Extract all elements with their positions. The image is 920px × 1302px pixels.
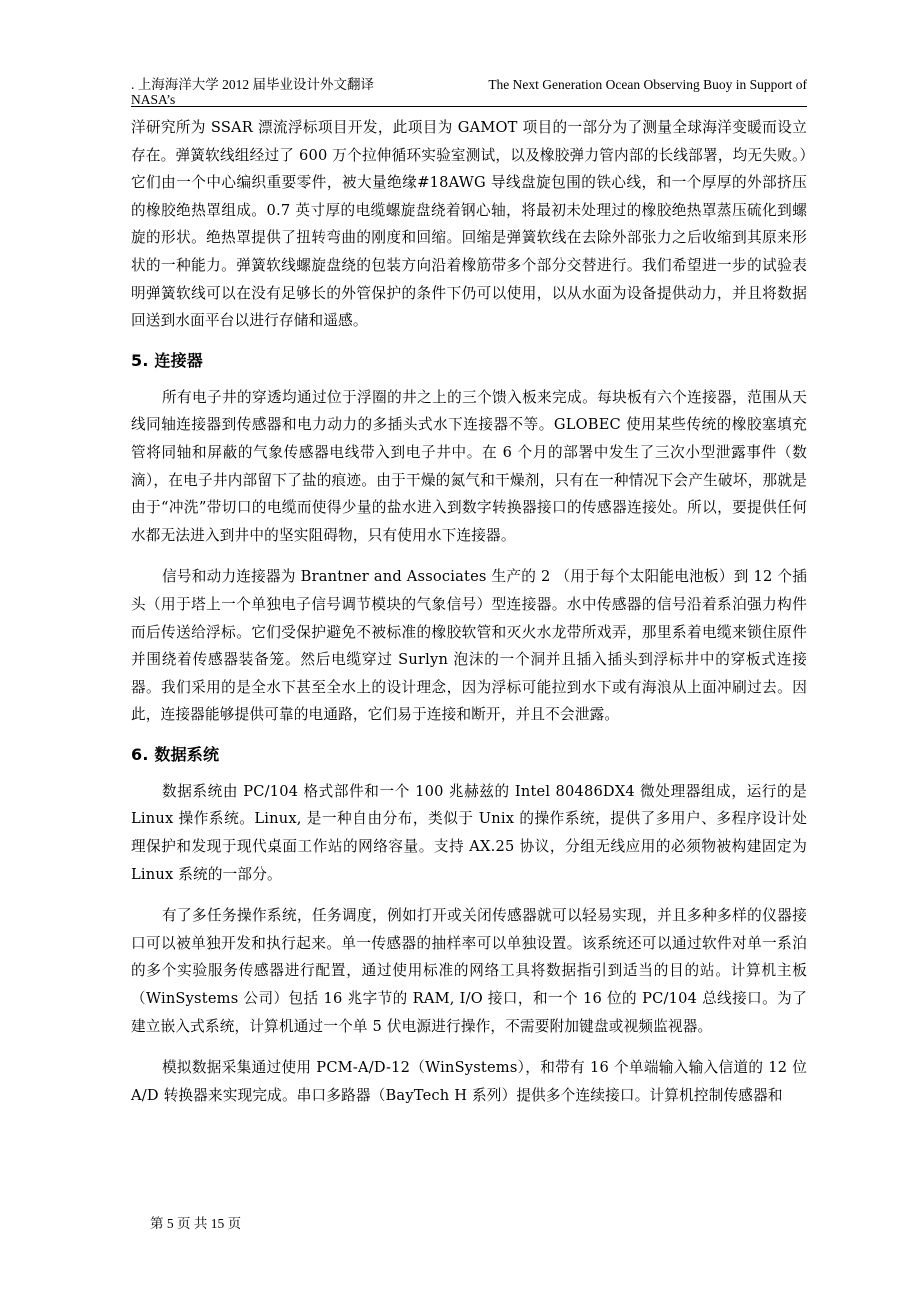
paragraph: 所有电子井的穿透均通过位于浮圈的井之上的三个馈入板来完成。每块板有六个连接器，范围从天线同轴连接器到传感器和电力动力的多插头式水下连接器不等。GLOBEC 使用某些传统的橡胶塞填充管将同轴和屏蔽的气象传感器电线带入到电子井中。在 6 个月的部署中发生了三次小型泄露事件（数滴），在电子井内部留下了盐的痕迹。由于干燥的氮气和干燥剂，只有在一种情况下会产生破坏，那就是由于“冲洗”带切口的电缆而使得少量的盐水进入到数字转换器接口的传感器连接处。所以，要提供任何水都无法进入到井中的坚实阻碍物，只有使用水下连接器。 (131, 388, 807, 544)
header-left: . 上海海洋大学 2012 届毕业设计外文翻译 (131, 77, 374, 92)
section-heading-connectors: 5. 连接器 (131, 350, 203, 370)
paragraph: 模拟数据采集通过使用 PCM-A/D-12（WinSystems），和带有 16 个单端输入输入信道的 12 位 A/D 转换器来实现完成。串口多路器（BayTech H 系列）提供多个连续接口。计算机控制传感器和 (131, 1059, 807, 1104)
header-wrap: NASA’s (131, 92, 176, 107)
paragraph-continued: 洋研究所为 SSAR 漂流浮标项目开发，此项目为 GAMOT 项目的一部分为了测量全球海洋变暖而设立存在。弹簧软线组经过了 600 万个拉伸循环实验室测试，以及橡胶弹力管内部的长线部署，均无失败。）它们由一个中心编织重要零件，被大量绝缘#18AWG 导线盘旋包围的铁心线，和一个厚厚的外部挤压的橡胶绝热罩组成。0.7 英寸厚的电缆螺旋盘绕着钢心轴，将最初未处理过的橡胶绝热罩蒸压硫化到螺旋的形状。绝热罩提供了扭转弯曲的刚度和回缩。回缩是弹簧软线在去除外部张力之后收缩到其原来形状的一种能力。弹簧软线螺旋盘绕的包装方向沿着橡筋带多个部分交替进行。我们希望进一步的试验表明弹簧软线可以在没有足够长的外管保护的条件下仍可以使用，以从水面为设备提供动力，并且将数据回送到水面平台以进行存储和遥感。 (131, 119, 807, 330)
section-heading-data-system: 6. 数据系统 (131, 744, 220, 764)
page-body (131, 114, 807, 1109)
paragraph: 有了多任务操作系统，任务调度，例如打开或关闭传感器就可以轻易实现，并且多种多样的仪器接口可以被单独开发和执行起来。单一传感器的抽样率可以单独设置。该系统还可以通过软件对单一系泊的多个实验服务传感器进行配置，通过使用标准的网络工具将数据指引到适当的目的站。计算机主板（WinSystems 公司）包括 16 兆字节的 RAM, I/O 接口，和一个 16 位的 PC/104 总线接口。为了建立嵌入式系统，计算机通过一个单 5 伏电源进行操作，不需要附加键盘或视频监视器。 (131, 907, 807, 1035)
paragraph: 数据系统由 PC/104 格式部件和一个 100 兆赫兹的 Intel 80486DX4 微处理器组成，运行的是 Linux 操作系统。Linux, 是一种自由分布，类似于 Unix 的操作系统，提供了多用户、多程序设计处理保护和发现于现代桌面工作站的网络容量。支持 AX.25 协议，分组无线应用的必须物被构建固定为 Linux 系统的一部分。 (131, 782, 807, 883)
page-header (131, 76, 807, 107)
page-footer: 第 5 页 共 15 页 (150, 1216, 242, 1231)
paragraph: 信号和动力连接器为 Brantner and Associates 生产的 2 （用于每个太阳能电池板）到 12 个插头（用于塔上一个单独电子信号调节模块的气象信号）型连接器。水中传感器的信号沿着系泊强力构件而后传送给浮标。它们受保护避免不被标准的橡胶软管和灭火水龙带所戏弄，那里系着电缆来锁住原件并围绕着传感器装备笼。然后电缆穿过 Surlyn 泡沫的一个洞并且插入插头到浮标井中的穿板式连接器。我们采用的是全水下甚至全水上的设计理念，因为浮标可能拉到水下或有海浪从上面冲刷过去。因此，连接器能够提供可靠的电通路，它们易于连接和断开，并且不会泄露。 (131, 568, 807, 724)
header-right: The Next Generation Ocean Observing Buoy in Support of (488, 77, 807, 92)
